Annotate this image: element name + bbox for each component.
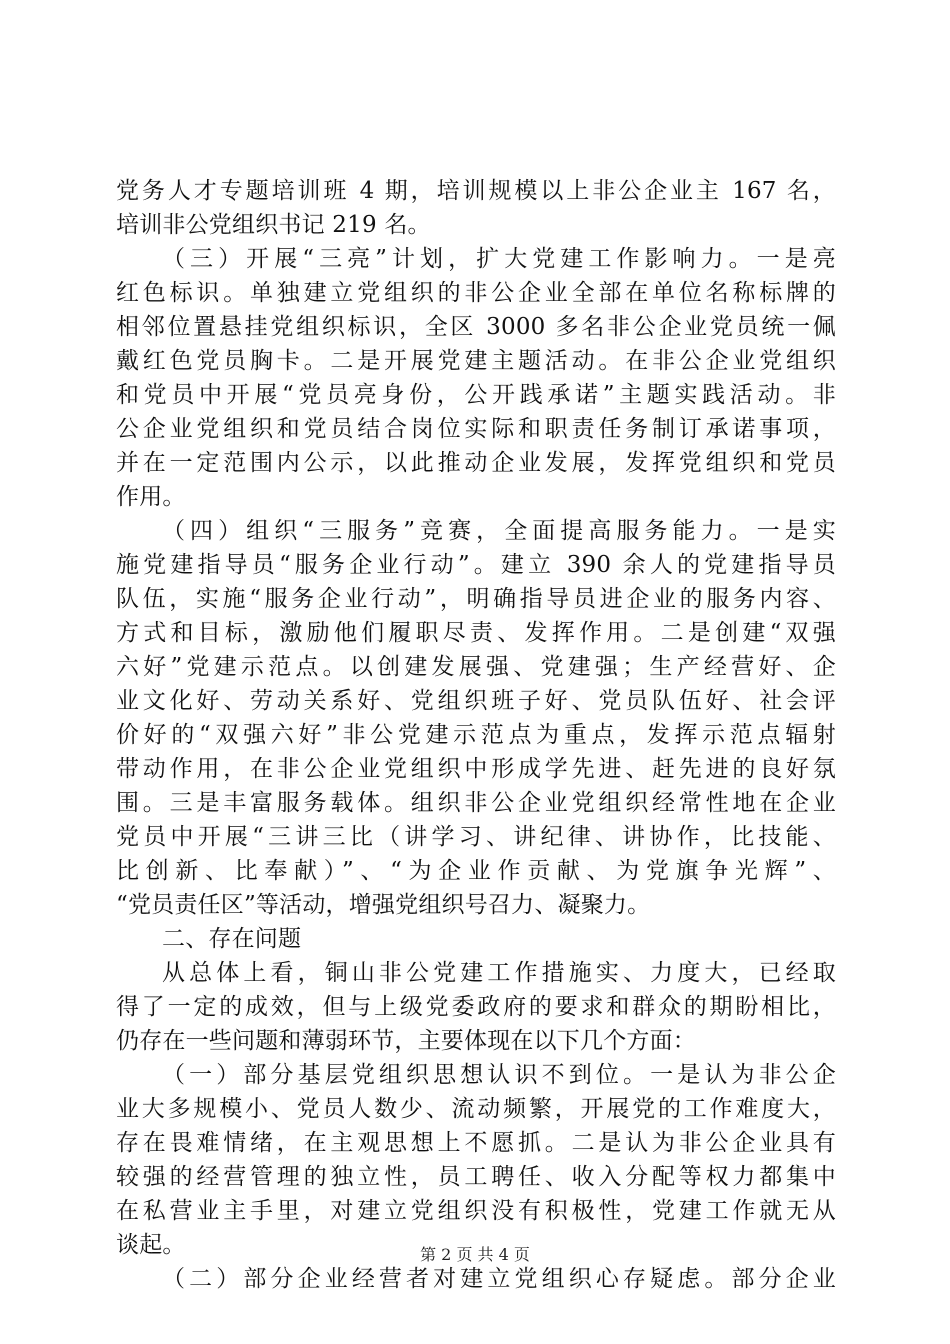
text-line: 业大多规模小、党员人数少、流动频繁，开展党的工作难度大， bbox=[116, 1096, 836, 1122]
document-body bbox=[116, 174, 836, 1296]
text-line: 业文化好、劳动关系好、党组织班子好、党员队伍好、社会评 bbox=[116, 688, 836, 714]
text-line: 得了一定的成效，但与上级党委政府的要求和群众的期盼相比， bbox=[116, 994, 836, 1020]
text-line: 相邻位置悬挂党组织标识，全区 3000 多名非公企业党员统一佩 bbox=[116, 314, 836, 340]
text-line: 作用。 bbox=[116, 484, 186, 510]
text-line: 党员中开展“三讲三比（讲学习、讲纪律、讲协作，比技能、 bbox=[116, 824, 836, 850]
text-line: 仍存在一些问题和薄弱环节，主要体现在以下几个方面： bbox=[116, 1028, 696, 1054]
text-line: 谈起。 bbox=[116, 1232, 186, 1258]
text-line: 并在一定范围内公示，以此推动企业发展，发挥党组织和党员 bbox=[116, 450, 836, 476]
text-line: 比创新、比奉献）”、“为企业作贡献、为党旗争光辉”、 bbox=[116, 858, 836, 884]
text-line: 和党员中开展“党员亮身份，公开践承诺”主题实践活动。非 bbox=[116, 382, 836, 408]
text-line: 方式和目标，激励他们履职尽责、发挥作用。二是创建“双强 bbox=[116, 620, 836, 646]
text-line: 公企业党组织和党员结合岗位实际和职责任务制订承诺事项， bbox=[116, 416, 836, 442]
page-footer: 第 2 页 共 4 页 bbox=[420, 1245, 530, 1264]
text-line: 存在畏难情绪，在主观思想上不愿抓。二是认为非公企业具有 bbox=[116, 1130, 836, 1156]
text-line: （一）部分基层党组织思想认识不到位。一是认为非公企 bbox=[162, 1062, 836, 1088]
text-line: 围。三是丰富服务载体。组织非公企业党组织经常性地在企业 bbox=[116, 790, 836, 816]
text-line: 较强的经营管理的独立性，员工聘任、收入分配等权力都集中 bbox=[116, 1164, 836, 1190]
text-line: 二、存在问题 bbox=[162, 926, 302, 952]
text-line: 培训非公党组织书记 219 名。 bbox=[116, 212, 431, 238]
text-line: 施党建指导员“服务企业行动”。建立 390 余人的党建指导员 bbox=[116, 552, 836, 578]
text-line: 戴红色党员胸卡。二是开展党建主题活动。在非公企业党组织 bbox=[116, 348, 836, 374]
text-line: “党员责任区”等活动，增强党组织号召力、凝聚力。 bbox=[116, 892, 651, 918]
text-line: 队伍，实施“服务企业行动”，明确指导员进企业的服务内容、 bbox=[116, 586, 836, 612]
text-line: 六好”党建示范点。以创建发展强、党建强；生产经营好、企 bbox=[116, 654, 836, 680]
text-line: （四）组织“三服务”竞赛，全面提高服务能力。一是实 bbox=[162, 518, 836, 544]
text-line: 从总体上看，铜山非公党建工作措施实、力度大，已经取 bbox=[162, 960, 836, 986]
text-line: 价好的“双强六好”非公党建示范点为重点，发挥示范点辐射 bbox=[116, 722, 836, 748]
text-line: （三）开展“三亮”计划，扩大党建工作影响力。一是亮 bbox=[162, 246, 836, 272]
text-line: 在私营业主手里，对建立党组织没有积极性，党建工作就无从 bbox=[116, 1198, 836, 1224]
text-line: （二）部分企业经营者对建立党组织心存疑虑。部分企业 bbox=[162, 1266, 836, 1292]
text-line: 红色标识。单独建立党组织的非公企业全部在单位名称标牌的 bbox=[116, 280, 836, 306]
text-line: 党务人才专题培训班 4 期，培训规模以上非公企业主 167 名， bbox=[116, 178, 836, 204]
text-line: 带动作用，在非公企业党组织中形成学先进、赶先进的良好氛 bbox=[116, 756, 836, 782]
